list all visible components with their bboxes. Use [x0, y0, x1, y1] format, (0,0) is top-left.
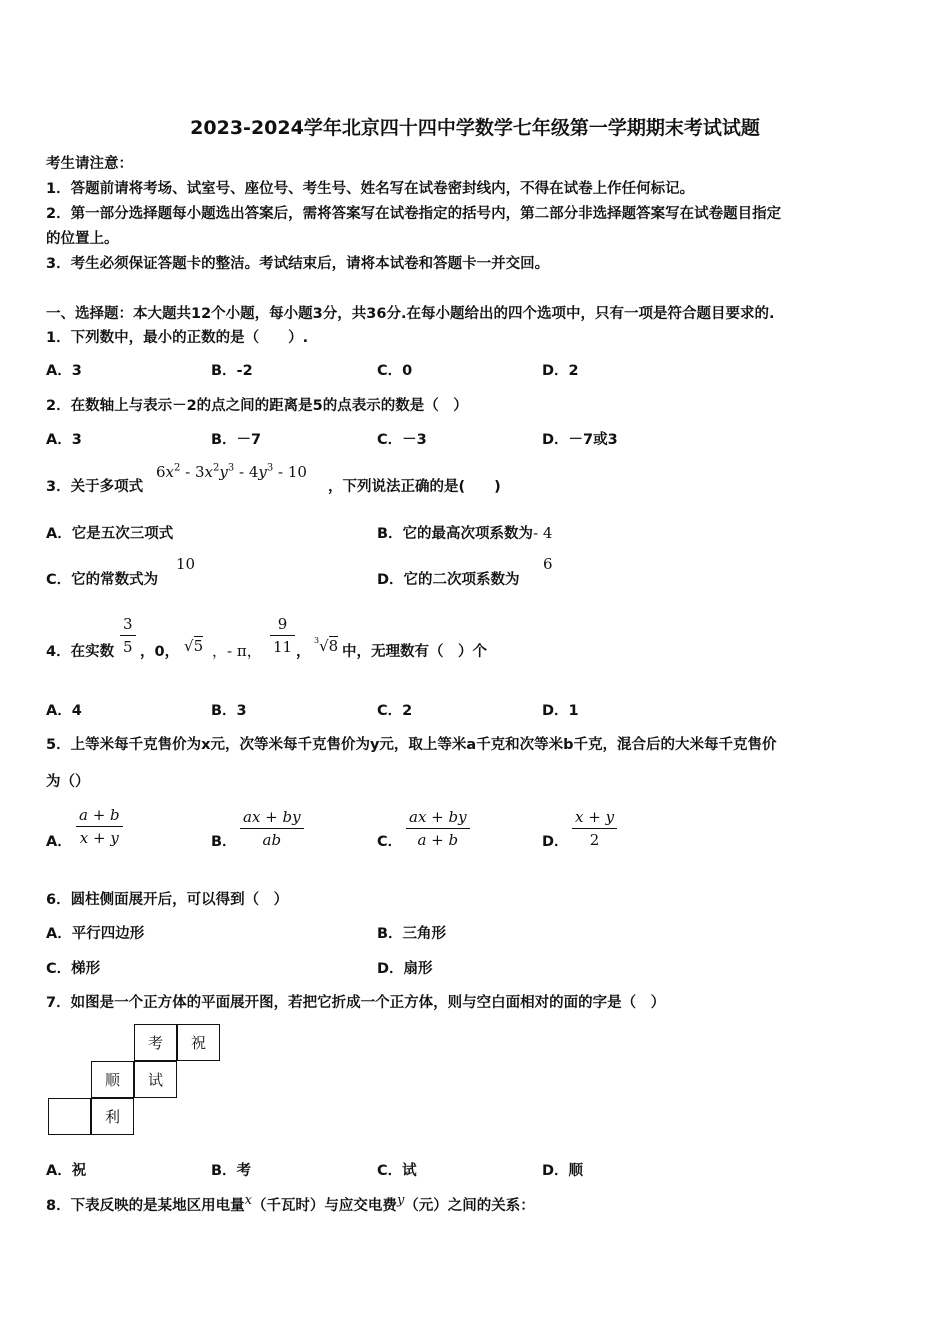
q5-option-d-label: D．	[542, 834, 569, 850]
q5-option-c-label: C．	[377, 834, 403, 850]
q4-option-a: A．4	[46, 703, 82, 719]
q4-cbrt8: $^3$√8	[314, 636, 339, 655]
net-cell-blank	[48, 1098, 91, 1135]
q2-stem: 2．在数轴上与表示－2的点之间的距离是5的点表示的数是（ ）	[46, 398, 468, 414]
net-cell-shun: 顺	[91, 1061, 134, 1098]
q4-option-b: B．3	[211, 703, 247, 719]
q6-stem: 6．圆柱侧面展开后，可以得到（ ）	[46, 892, 289, 908]
net-cell-li: 利	[91, 1098, 134, 1135]
q4-option-c: C．2	[377, 703, 413, 719]
q1-option-a: A．3	[46, 363, 82, 379]
q5-stem-line2: 为（）	[46, 774, 90, 790]
q7-option-c: C．试	[377, 1163, 417, 1179]
q5-option-b-label: B．	[211, 834, 237, 850]
notice-item-2-cont: 的位置上。	[46, 231, 119, 247]
q5-option-c-fraction: $\frac{ax + by}{a + b}$	[406, 806, 470, 851]
q3-suffix: ，下列说法正确的是( )	[328, 479, 501, 495]
q4-pi: ，- π，	[212, 642, 262, 660]
q2-option-a: A．3	[46, 432, 82, 448]
q5-option-a-fraction: $\frac{a + b}{x + y}$	[76, 804, 123, 849]
section-heading: 一、选择题：本大题共12个小题，每小题3分，共36分.在每小题给出的四个选项中，只有一项是符合题目要求的.	[46, 306, 775, 322]
q2-option-d: D．－7或3	[542, 432, 618, 448]
q7-option-a: A．祝	[46, 1163, 87, 1179]
q4-prefix: 4．在实数	[46, 644, 115, 660]
q1-option-c: C．0	[377, 363, 413, 379]
net-cell-shi: 试	[134, 1061, 177, 1098]
q7-option-d: D．顺	[542, 1163, 584, 1179]
q5-option-b-fraction: $\frac{ax + by}{ab}$	[240, 806, 304, 851]
notice-item-2: 2．第一部分选择题每小题选出答案后，需将答案写在试卷指定的括号内，第二部分非选择题答案写在试卷题目指定	[46, 206, 782, 222]
q7-stem: 7．如图是一个正方体的平面展开图，若把它折成一个正方体，则与空白面相对的面的字是（ ）	[46, 995, 666, 1011]
notice-item-3: 3．考生必须保证答题卡的整洁。考试结束后，请将本试卷和答题卡一并交回。	[46, 256, 550, 272]
q5-stem-line1: 5．上等米每千克售价为x元，次等米每千克售价为y元，取上等米a千克和次等米b千克，混合后的大米每千克售价	[46, 737, 777, 753]
q4-fraction-3-5: $\frac{3}{5}$	[120, 613, 136, 658]
q6-option-d: D．扇形	[377, 961, 433, 977]
q1-option-d: D．2	[542, 363, 579, 379]
net-cell-zhu: 祝	[177, 1024, 220, 1061]
q2-option-b: B．－7	[211, 432, 262, 448]
q3-option-a: A．它是五次三项式	[46, 526, 174, 542]
q6-option-a: A．平行四边形	[46, 926, 145, 942]
q1-option-b: B．-2	[211, 363, 253, 379]
q3-option-d: D．它的二次项系数为	[377, 572, 520, 588]
q1-stem: 1．下列数中，最小的正数的是（ ）.	[46, 330, 309, 346]
q3-option-d-value: 6	[543, 555, 553, 573]
q3-option-c-value: 10	[176, 555, 196, 573]
q4-zero: ，0，	[140, 644, 180, 660]
q8-stem: 8．下表反映的是某地区用电量x（千瓦时）与应交电费y（元）之间的关系：	[46, 1193, 535, 1214]
q7-option-b: B．考	[211, 1163, 252, 1179]
q3-prefix: 3．关于多项式	[46, 479, 144, 495]
q2-option-c: C．－3	[377, 432, 427, 448]
q3-option-c: C．它的常数式为	[46, 572, 159, 588]
q3-option-b: B．它的最高次项系数为- 4	[377, 524, 553, 542]
net-cell-kao: 考	[134, 1024, 177, 1061]
q3-polynomial: $6x^2 - 3x^2y^3 - 4y^3 - 10$	[156, 462, 307, 481]
notice-heading: 考生请注意：	[46, 156, 133, 172]
q6-option-c: C．梯形	[46, 961, 101, 977]
q6-option-b: B．三角形	[377, 926, 447, 942]
q4-fraction-9-11: $\frac{9}{11}$	[270, 613, 295, 658]
q5-option-a-label: A．	[46, 834, 72, 850]
q4-suffix: 中，无理数有（ ）个	[342, 644, 487, 660]
q4-sqrt5: √5	[184, 637, 204, 655]
page-title: 2023-2024学年北京四十四中学数学七年级第一学期期末考试试题	[190, 117, 760, 139]
notice-item-1: 1．答题前请将考场、试室号、座位号、考生号、姓名写在试卷密封线内，不得在试卷上作任何标记。	[46, 181, 695, 197]
q5-option-d-fraction: $\frac{x + y}{2}$	[572, 806, 617, 851]
q4-option-d: D．1	[542, 703, 579, 719]
